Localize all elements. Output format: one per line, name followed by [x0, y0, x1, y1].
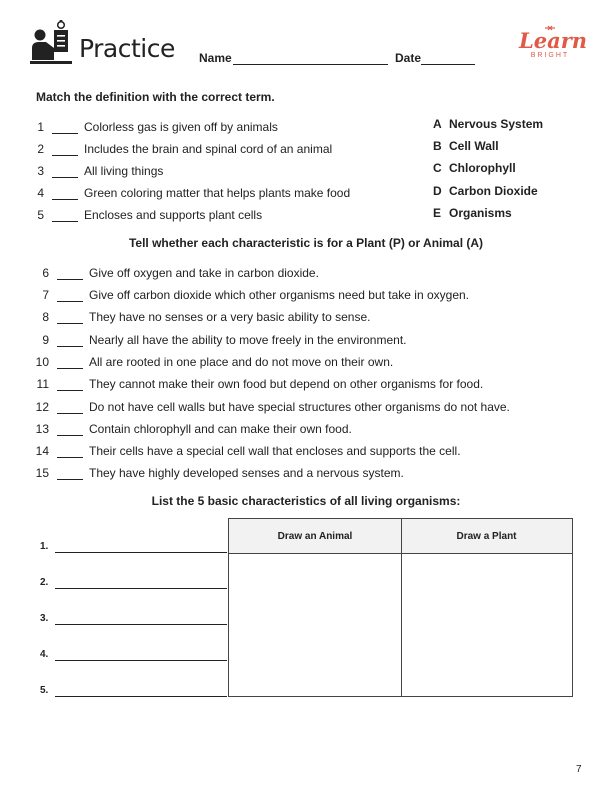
term-item: E Organisms	[433, 206, 512, 220]
answer-blank[interactable]	[57, 423, 83, 436]
characteristic-item: 9 Nearly all have the ability to move freely in the environment.	[42, 333, 407, 347]
section2-heading: Tell whether each characteristic is for a Plant (P) or Animal (A)	[128, 236, 484, 250]
answer-blank[interactable]	[52, 165, 78, 178]
draw-animal-cell[interactable]	[229, 554, 401, 696]
answer-blank[interactable]	[52, 187, 78, 200]
name-field[interactable]	[233, 64, 388, 65]
section1-heading: Match the definition with the correct term.	[36, 90, 275, 104]
teacher-board-icon	[30, 20, 72, 70]
date-label: Date	[395, 51, 422, 65]
list-number: 4.	[40, 649, 49, 660]
answer-line[interactable]	[55, 696, 227, 697]
answer-blank[interactable]	[57, 401, 83, 414]
drawing-table	[228, 518, 573, 697]
match-item: 3 All living things	[37, 164, 164, 178]
answer-blank[interactable]	[57, 267, 83, 280]
name-label: Name	[199, 51, 232, 65]
characteristic-item: 7 Give off carbon dioxide which other organisms need but take in oxygen.	[42, 288, 470, 302]
section3-heading: List the 5 basic characteristics of all living organisms:	[151, 494, 461, 508]
page-title: Practice	[79, 34, 175, 63]
page-number: 7	[576, 764, 582, 775]
list-number: 2.	[40, 577, 49, 588]
answer-blank[interactable]	[52, 121, 78, 134]
term-item: D Carbon Dioxide	[433, 184, 538, 198]
answer-blank[interactable]	[57, 289, 83, 302]
answer-line[interactable]	[55, 588, 227, 589]
match-item: 5 Encloses and supports plant cells	[37, 208, 263, 222]
match-item: 2 Includes the brain and spinal cord of an animal	[37, 142, 333, 156]
draw-plant-cell[interactable]	[402, 554, 572, 696]
characteristic-item: 12 Do not have cell walls but have special structures other organisms do not have.	[35, 400, 510, 414]
list-number: 1.	[40, 541, 49, 552]
answer-blank[interactable]	[52, 209, 78, 222]
match-item: 4 Green coloring matter that helps plants make food	[37, 186, 351, 200]
term-item: B Cell Wall	[433, 139, 499, 153]
characteristic-item: 6 Give off oxygen and take in carbon dioxide.	[42, 266, 319, 280]
term-item: A Nervous System	[433, 117, 544, 131]
logo-subtitle: BRIGHT	[530, 52, 570, 59]
answer-blank[interactable]	[57, 334, 83, 347]
term-item: C Chlorophyll	[433, 161, 516, 175]
answer-blank[interactable]	[57, 356, 83, 369]
answer-blank[interactable]	[57, 445, 83, 458]
answer-line[interactable]	[55, 552, 227, 553]
characteristic-item: 8 They have no senses or a very basic ability to sense.	[42, 310, 371, 324]
answer-line[interactable]	[55, 624, 227, 625]
answer-blank[interactable]	[57, 378, 83, 391]
answer-blank[interactable]	[57, 311, 83, 324]
characteristic-item: 10 All are rooted in one place and do not move on their own.	[35, 355, 394, 369]
date-field[interactable]	[421, 64, 475, 65]
characteristic-item: 11 They cannot make their own food but depend on other organisms for food.	[36, 377, 484, 391]
answer-blank[interactable]	[57, 467, 83, 480]
characteristic-item: 15 They have highly developed senses and a nervous system.	[35, 466, 404, 480]
match-item: 1 Colorless gas is given off by animals	[37, 120, 278, 134]
logo-wordmark: Learn	[519, 28, 588, 53]
answer-blank[interactable]	[52, 143, 78, 156]
characteristic-item: 13 Contain chlorophyll and can make their own food.	[35, 422, 352, 436]
draw-plant-header: Draw a Plant	[401, 519, 572, 554]
list-number: 3.	[40, 613, 49, 624]
characteristic-item: 14 Their cells have a special cell wall that encloses and supports the cell.	[35, 444, 461, 458]
draw-animal-header: Draw an Animal	[229, 519, 401, 554]
list-number: 5.	[40, 685, 49, 696]
answer-line[interactable]	[55, 660, 227, 661]
